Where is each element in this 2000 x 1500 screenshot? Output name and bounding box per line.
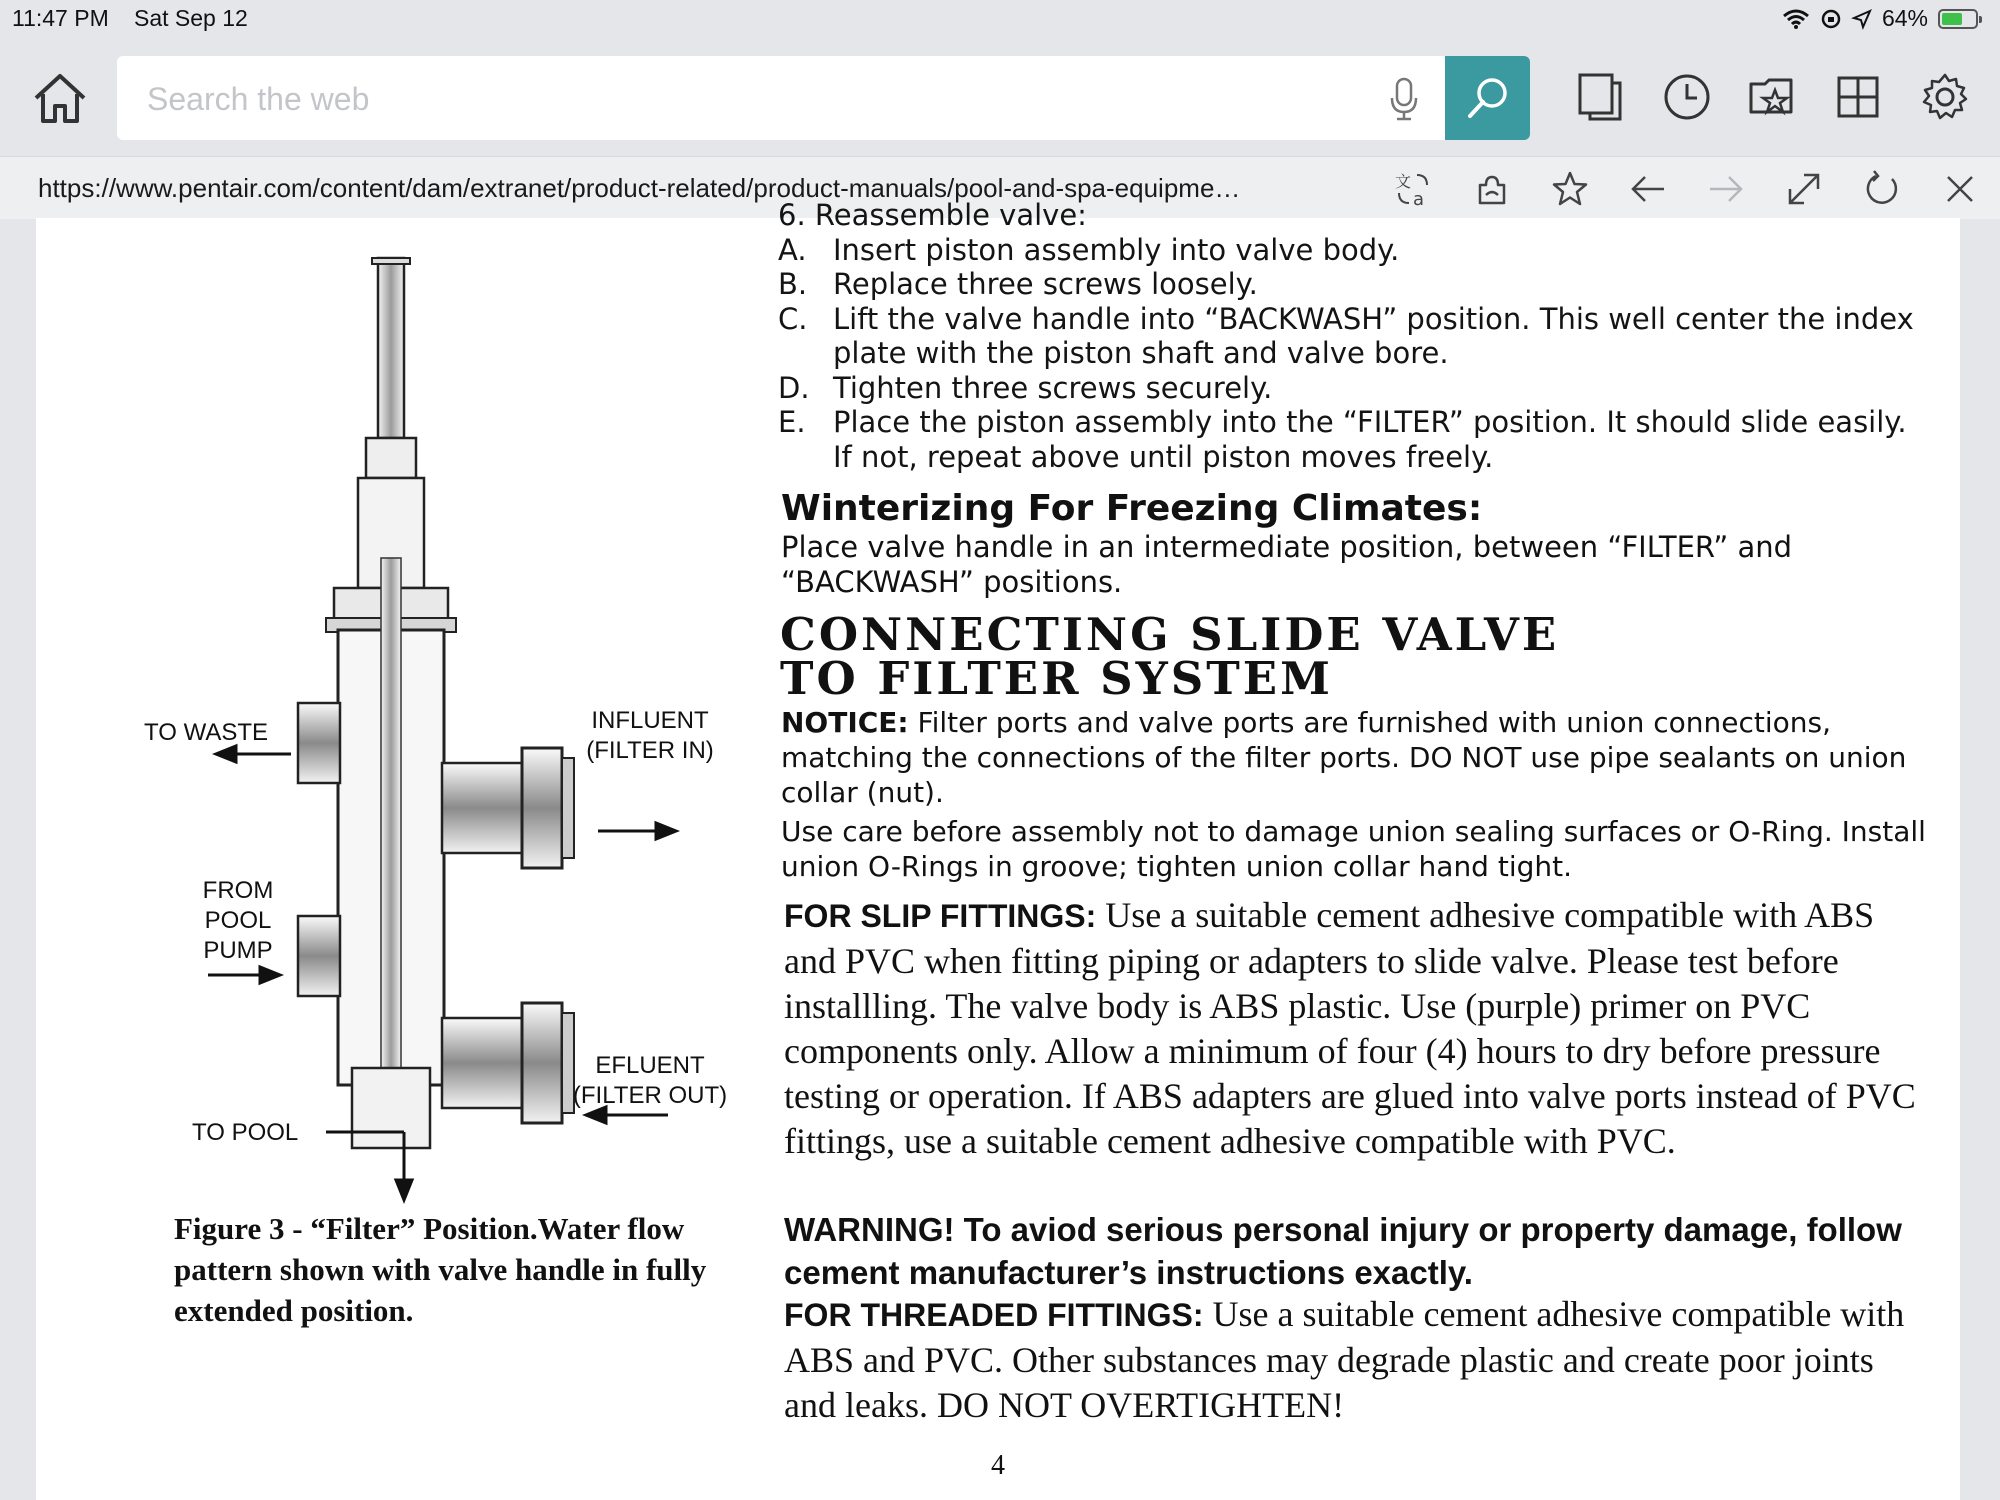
warning-paragraph: WARNING! To aviod serious personal injury or property damage, follow cement manufacturer’s instructions exactly.: [784, 1211, 1902, 1291]
slip-label: FOR SLIP FITTINGS:: [784, 898, 1097, 934]
microphone-icon: [1389, 76, 1419, 122]
notice-paragraph: [781, 705, 1931, 810]
reassemble-steps: [778, 198, 1928, 474]
battery-percent: 64%: [1881, 5, 1928, 31]
step-item: [778, 302, 1928, 371]
step-label: B.: [778, 267, 808, 301]
history-icon: [1662, 72, 1712, 122]
union-filter-out: [442, 1003, 574, 1123]
battery-icon: [1938, 9, 1978, 29]
bookmarks-icon: [1747, 72, 1797, 122]
browser-toolbar: [0, 40, 2000, 156]
section-heading: [780, 608, 1930, 705]
label-pump: PUMP: [203, 937, 273, 964]
label-efluent: EFLUENT: [595, 1052, 705, 1079]
rotation-lock-icon: [1820, 8, 1842, 30]
step-label: D.: [778, 370, 810, 405]
history-button[interactable]: [1660, 70, 1714, 124]
svg-text:文: 文: [1395, 172, 1412, 191]
section-heading-line2: TO FILTER SYSTEM: [780, 652, 1333, 705]
search-input[interactable]: [145, 74, 1369, 124]
search-button[interactable]: [1445, 56, 1530, 140]
label-to-pool: TO POOL: [192, 1119, 299, 1146]
step-item: [778, 371, 1928, 406]
step-text: Place the piston assembly into the “FILTER” position. It should slide easily. If not, repeat above until piston moves freely.: [833, 405, 1907, 474]
section-heading-line1: CONNECTING SLIDE VALVE: [780, 608, 1560, 661]
status-bar: [0, 0, 2000, 40]
step-item: [778, 233, 1928, 268]
label-filter-in: (FILTER IN): [586, 737, 714, 764]
step-heading: 6. Reassemble valve:: [778, 198, 1087, 232]
step-label: A.: [778, 232, 807, 267]
label-influent: INFLUENT: [591, 707, 709, 734]
winterizing-text: Place valve handle in an intermediate position, between “FILTER” and “BACKWASH” positions.: [781, 530, 1793, 599]
bookmarks-button[interactable]: [1745, 70, 1799, 124]
home-button[interactable]: [30, 68, 90, 128]
gear-icon: [1920, 72, 1970, 122]
apps-button[interactable]: [1831, 70, 1885, 124]
notice-text: Filter ports and valve ports are furnished with union connections, matching the connections of the filter ports. DO NOT use pipe sealants on union collar (nut).: [781, 706, 1907, 809]
grid-icon: [1835, 74, 1881, 120]
close-icon: [1942, 171, 1978, 207]
home-icon: [30, 68, 90, 128]
port-to-waste: [298, 703, 340, 783]
label-filter-out: (FILTER OUT): [572, 1082, 728, 1109]
step-text: Replace three screws loosely.: [833, 267, 1258, 301]
step-item: [778, 405, 1928, 474]
label-from: FROM: [202, 877, 274, 904]
union-filter-in: [442, 748, 574, 868]
page-number: 4: [991, 1450, 1005, 1481]
status-icons: [1782, 5, 1978, 32]
clock: 11:47 PM: [12, 5, 109, 31]
step-text: Lift the valve handle into “BACKWASH” position. This well center the index plate with the piston shaft and valve bore.: [833, 301, 1914, 370]
step-label: C.: [778, 301, 808, 336]
pdf-page: [36, 198, 1960, 1500]
settings-button[interactable]: [1918, 70, 1972, 124]
battery-fill: [1942, 13, 1962, 25]
thread-text: Use a suitable cement adhesive compatible with ABS and PVC. Other substances may degrade plastic and create poor joints and leaks. DO NOT OVERTIGHTEN!: [784, 1294, 1905, 1425]
threaded-fittings-paragraph: [784, 1292, 1934, 1428]
label-to-waste: TO WASTE: [144, 719, 269, 746]
slide-valve-diagram: [76, 258, 776, 1158]
voice-search-button[interactable]: [1389, 76, 1419, 122]
steps-list: [778, 233, 1928, 475]
tabs-icon: [1577, 72, 1623, 122]
figure-caption: Figure 3 - “Filter” Position.Water flow pattern shown with valve handle in fully extended position.: [174, 1211, 707, 1328]
location-icon: [1852, 9, 1872, 29]
search-box: [117, 56, 1445, 140]
step-label: E.: [778, 405, 806, 439]
tabs-button[interactable]: [1573, 70, 1627, 124]
valve-shaft: [358, 258, 424, 588]
care-paragraph: Use care before assembly not to damage union sealing surfaces or O-Ring. Install union O-Rings in groove; tighten union collar hand tight.: [781, 815, 1926, 883]
step-item: [778, 267, 1928, 302]
notice-label: NOTICE:: [781, 706, 909, 739]
slip-fittings-paragraph: [784, 893, 1934, 1164]
thread-label: FOR THREADED FITTINGS:: [784, 1297, 1204, 1333]
page-url[interactable]: https://www.pentair.com/content/dam/extranet/product-related/product-manuals/pool-and-spa-equipme…: [38, 173, 1241, 203]
wifi-icon: [1782, 8, 1810, 30]
step-text: Tighten three screws securely.: [833, 370, 1273, 405]
valve-body: [338, 558, 444, 1148]
label-pool: POOL: [204, 907, 272, 934]
step-text: Insert piston assembly into valve body.: [833, 232, 1400, 267]
port-from-pump: [298, 916, 340, 996]
close-button[interactable]: [1938, 167, 1982, 211]
slip-text: Use a suitable cement adhesive compatible with ABS and PVC when fitting piping or adapters to slide valve. Please test before installling. The valve body is ABS plastic. Use (purple) primer on PVC components only. Allow a minimum of four (4) hours to dry before pressure testing or operation. If ABS adapters are glued into valve ports instead of PVC fittings, use a suitable cement adhesive compatible with PVC.: [784, 895, 1916, 1161]
date: Sat Sep 12: [134, 5, 248, 31]
svg-text:a: a: [1413, 189, 1425, 210]
winterizing-heading: Winterizing For Freezing Climates:: [781, 488, 1483, 529]
search-icon: [1464, 74, 1512, 122]
